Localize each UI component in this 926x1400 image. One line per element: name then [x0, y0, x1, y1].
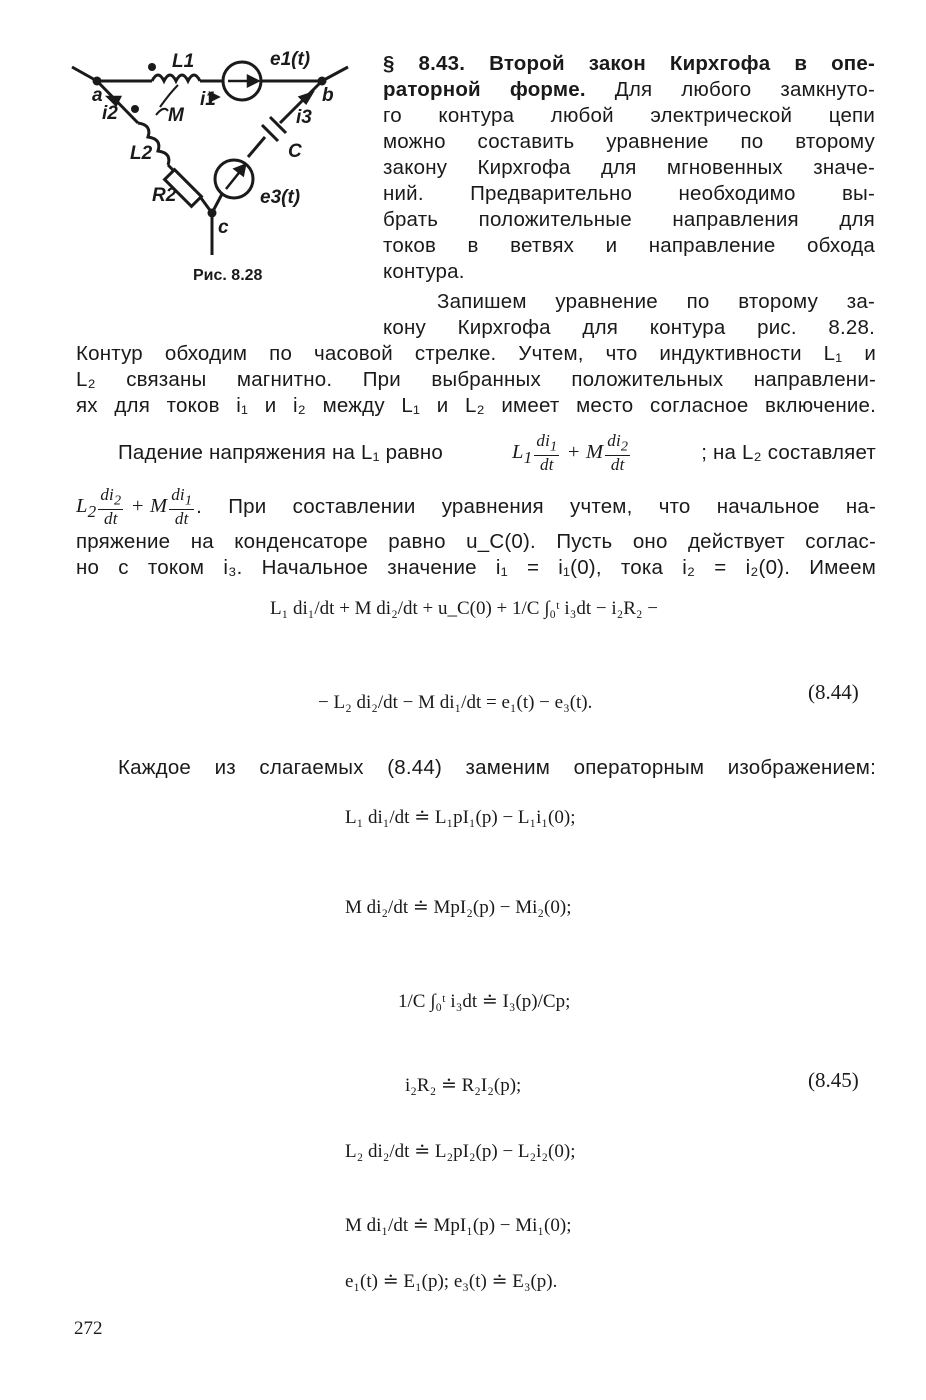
section-heading: § 8.43. Второй закон Кирхгофа в опе- [383, 52, 875, 75]
equation-844-line2: − L₂ di₂/dt − M di₁/dt = e₁(t) − e₃(t). [318, 692, 593, 713]
text-line [383, 78, 875, 102]
text-line: Каждое из слагаемых (8.44) заменим операторным изображением: [118, 756, 876, 779]
text-fragment: . При составлении уравнения учтем, что начальное на- [196, 495, 876, 519]
label-l2: L2 [130, 143, 153, 164]
section-heading-cont: раторной форме. [383, 78, 586, 101]
page-number: 272 [74, 1318, 103, 1339]
text-line: Запишем уравнение по второму за- [437, 290, 875, 313]
inline-formula: $L_2$ $\frac{di_2}{dt}$ + M $\frac{di_1}{dt}$ [76, 485, 193, 528]
text-line: L₂ связаны магнитно. При выбранных положительных направлени- [76, 368, 876, 391]
label-r2: R2 [152, 185, 177, 206]
text-line: Контур обходим по часовой стрелке. Учтем, что индуктивности L₁ и [76, 342, 876, 365]
equation-845-7: e₁(t) ≐ E₁(p); e₃(t) ≐ E₃(p). [345, 1271, 558, 1292]
text-line-with-formula [76, 486, 876, 529]
text-fragment: Падение напряжения на L₁ равно [118, 441, 443, 465]
text-line: ях для токов i₁ и i₂ между L₁ и L₂ имеет место согласное включение. [76, 394, 876, 417]
text-fragment: Для любого замкнуто- [614, 78, 875, 101]
text-line: пряжение на конденсаторе равно u_C(0). Пусть оно действует соглас- [76, 530, 876, 553]
equation-845-5: L₂ di₂/dt ≐ L₂pI₂(p) − L₂i₂(0); [345, 1141, 576, 1162]
equation-number-844: (8.44) [808, 680, 859, 704]
text-line: го контура любой электрической цепи [383, 104, 875, 127]
text-line: ний. Предварительно необходимо вы- [383, 182, 875, 205]
label-m: M [168, 105, 184, 126]
equation-845-6: M di₁/dt ≐ MpI₁(p) − Mi₁(0); [345, 1215, 572, 1236]
equation-845-1: L₁ di₁/dt ≐ L₁pI₁(p) − L₁i₁(0); [345, 807, 576, 828]
label-node-c: c [218, 217, 229, 238]
text-line-with-formula [118, 432, 876, 475]
equation-845-4: i₂R₂ ≐ R₂I₂(p); [405, 1075, 522, 1096]
label-e3: e3(t) [260, 187, 301, 208]
label-node-a: a [92, 85, 103, 106]
equation-845-2: M di₂/dt ≐ MpI₂(p) − Mi₂(0); [345, 897, 572, 918]
equation-number-845: (8.45) [808, 1068, 859, 1092]
label-i1: i1 [200, 89, 216, 110]
text-line: токов в ветвях и направление обхода [383, 234, 875, 257]
label-i2: i2 [102, 103, 118, 124]
text-fragment: ; на L₂ составляет [701, 441, 876, 465]
equation-845-3: 1/C ∫₀ᵗ i₃dt ≐ I₃(p)/Cp; [398, 991, 571, 1012]
label-i3: i3 [296, 107, 312, 128]
equation-844-line1: L₁ di₁/dt + M di₂/dt + u_C(0) + 1/C ∫₀ᵗ i₃dt − i₂R₂ − [270, 598, 658, 619]
heading-line [383, 52, 875, 76]
label-c: C [288, 141, 302, 162]
text-line: брать положительные направления для [383, 208, 875, 231]
text-line: контура. [383, 260, 465, 283]
circuit-diagram [60, 45, 360, 265]
label-node-b: b [322, 85, 334, 106]
text-line: можно составить уравнение по второму [383, 130, 875, 153]
circuit-figure [60, 45, 360, 295]
text-line: закону Кирхгофа для мгновенных значе- [383, 156, 875, 179]
inline-formula: $L_1$ $\frac{di_1}{dt}$ + M $\frac{di_2}{dt}$ [512, 431, 629, 474]
figure-caption: Рис. 8.28 [193, 267, 263, 284]
text-line: кону Кирхгофа для контура рис. 8.28. [383, 316, 875, 339]
label-e1: e1(t) [270, 49, 311, 70]
text-line: но с током i₃. Начальное значение i₁ = i₁(0), тока i₂ = i₂(0). Имеем [76, 556, 876, 579]
label-l1: L1 [172, 51, 195, 72]
